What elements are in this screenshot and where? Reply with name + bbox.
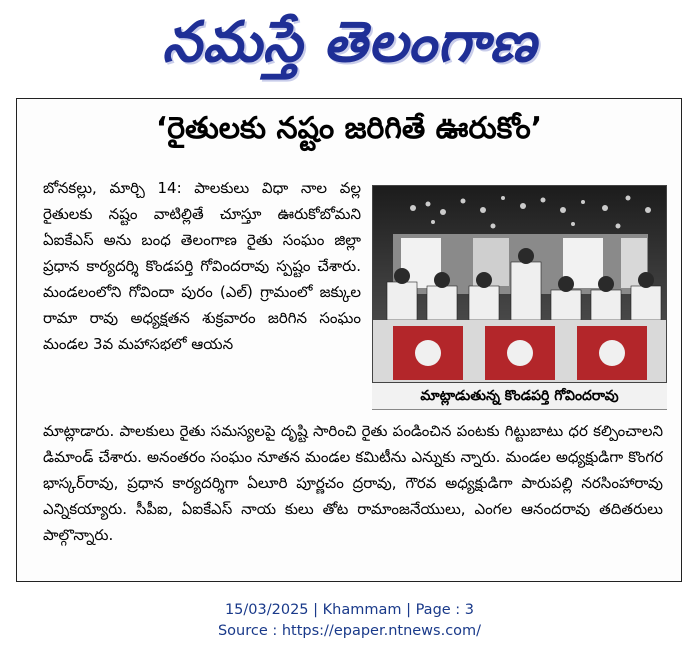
article-body-column: బోనకల్లు, మార్చి 14: పాలకులు విధా నాల వల్ల రైతులకు నష్టం వాటిల్లితే చూస్తూ ఊరుకోబోమని ఏఐకేఎస్ అను బంధ తెలంగాణ రైతు సంఘం జిల్లా ప్రధాన కార్యదర్శి కొండపర్తి గోవిందరావు స్పష్టం చేశారు. మండలంలోని గోవిందా పురం (ఎల్) గ్రామంలో జక్కుల రామా రావు అధ్యక్షతన శుక్రవారం జరిగిన సంఘం మండల 3వ మహాసభలో ఆయన xyxy=(43,179,361,353)
footer-separator: | xyxy=(406,602,416,618)
article-body-full: మాట్లాడారు. పాలకులు రైతు సమస్యలపై దృష్టి సారించి రైతు పండించిన పంటకు గిట్టుబాటు ధర కల్పించాలని డిమాండ్ చేశారు. అనంతరం సంఘం నూతన మండల కమిటీను ఎన్నుకు న్నారు. మండల అధ్యక్షుడిగా కొంగర భాస్కర్‌రావు, ప్రధాన కార్యదర్శిగా ఏలూరి పూర్ణచం ద్రరావు, గౌరవ అధ్యక్షుడిగా పారుపల్లి నరసింహారావు ఎన్నికయ్యారు. సీపీఐ, ఏఐకేఎస్ నాయ కులు తోట రామాంజనేయులు, ఎంగల ఆనందరావు తదితరులు పాల్గొన్నారు. xyxy=(43,422,663,544)
footer-source[interactable]: Source : https://epaper.ntnews.com/ xyxy=(217,623,482,639)
footer-edition-line xyxy=(0,600,699,621)
article-photo xyxy=(372,185,667,383)
footer-separator: | xyxy=(313,602,323,618)
footer-page: Page : 3 xyxy=(415,602,475,618)
photo-illustration xyxy=(373,186,667,383)
footer-edition: Khammam xyxy=(322,602,402,618)
footer xyxy=(0,600,699,642)
article-headline: ‘రైతులకు నష్టం జరిగితే ఊరుకోం’ xyxy=(155,111,543,146)
news-clipping xyxy=(16,98,682,582)
footer-date: 15/03/2025 xyxy=(224,602,309,618)
masthead-title: నమస్తే తెలంగాణ xyxy=(162,10,537,75)
photo-caption: మాట్లాడుతున్న కొండపర్తి గోవిందరావు xyxy=(372,383,667,410)
masthead xyxy=(0,4,699,82)
